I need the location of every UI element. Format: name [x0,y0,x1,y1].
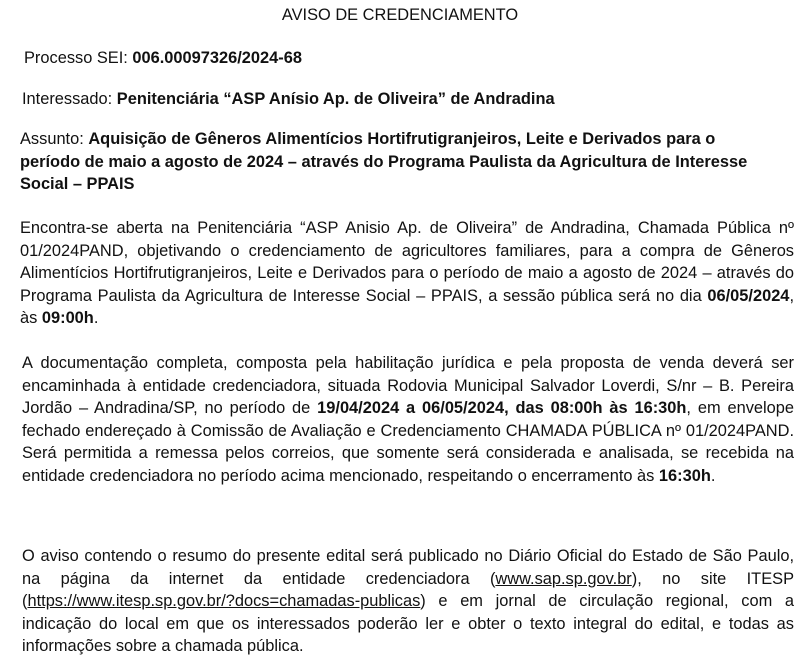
paragraph-session-text: Encontra-se aberta na Penitenciária “ASP Anisio Ap. de Oliveira” de Andradina, Chamada Pública nº 01/2024PAND, objetivando o credenciamento de agricultores familiares, para a compra de Gêneros Alimentícios Hortifrutigranjeiros, Leite e Derivados para o período de maio a agosto de 2024 – através do Programa Paulista da Agricultura de Interesse Social – PPAIS, a sessão pública será no dia [20,219,794,305]
session-end: . [93,309,99,328]
documentation-end: . [710,466,716,485]
interessado-label: Interessado: [22,90,117,108]
assunto-block [20,128,792,196]
assunto-line-1 [20,128,792,151]
documentation-text: A documentação completa, composta pela habilitação jurídica e pela proposta de venda deverá ser encaminhada à entidade credenciadora, situada Rodovia Municipal Salvador Loverdi, S/nr – B. Pereira Jordão – Andradina/SP, no período de [22,354,794,418]
itesp-link[interactable]: https://www.itesp.sp.gov.br/?docs=chamadas-publicas [27,592,421,611]
documentation-period: 19/04/2024 a 06/05/2024, das 08:00h às 16:30h [317,399,687,418]
documentation-text-2: , em envelope fechado endereçado à Comissão de Avaliação e Credenciamento CHAMADA PÚBLICA nº 01/2024PAND. Será permitida a remessa pelos correios, que somente será considerada e analisada, se recebida na entidade credenciadora no período acima mencionado, respeitando o encerramento às [22,399,795,485]
publication-text-3: ) e em jornal de circulação regional, com a indicação do local em que os interessados poderão ler e obter o texto integral do edital, e todas as informações sobre a chamada pública. [22,592,794,656]
publication-text: O aviso contendo o resumo do presente edital será publicado no Diário Oficial do Estado de São Paulo, na página da internet da entidade credenciadora ( [22,547,794,588]
processo-value: 006.00097326/2024-68 [132,49,302,67]
document-title: AVISO DE CREDENCIAMENTO [281,6,519,24]
paragraph-documentation [22,352,794,488]
paragraph-publication [22,545,794,658]
session-time: 09:00h [41,309,94,328]
interessado-line [22,88,555,111]
session-date: 06/05/2024 [707,286,790,305]
assunto-value-2: período de maio a agosto de 2024 – através do Programa Paulista da Agricultura de Interesse [20,152,748,171]
publication-text-2: ), no site ITESP ( [22,569,794,611]
assunto-value-1: Aquisição de Gêneros Alimentícios Hortifrutigranjeiros, Leite e Derivados para o [88,130,716,148]
assunto-label: Assunto: [20,130,89,148]
paragraph-session [20,217,794,330]
interessado-value: Penitenciária “ASP Anísio Ap. de Oliveira” de Andradina [116,90,555,108]
processo-label: Processo SEI: [24,49,133,67]
assunto-value-3: Social – PPAIS [20,175,135,194]
sap-link[interactable]: www.sap.sp.gov.br [495,569,632,588]
processo-line [24,47,302,70]
documentation-time: 16:30h [658,466,711,485]
session-mid: , às [20,286,794,328]
